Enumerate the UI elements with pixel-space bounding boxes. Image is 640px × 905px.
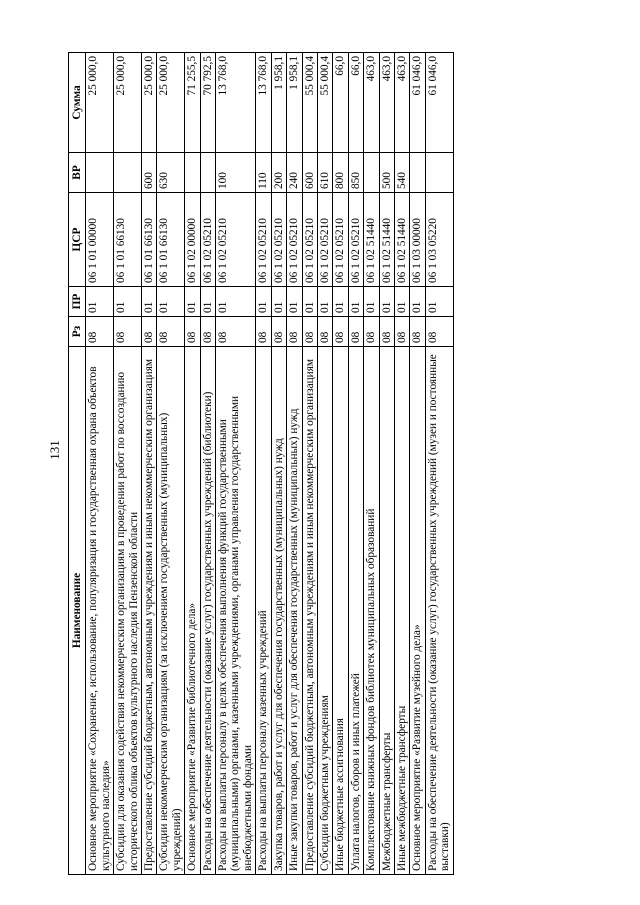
cell-vr: 100 [216,153,256,193]
cell-sum: 25 000,0 [142,53,157,153]
cell-name: Иные бюджетные ассигнования [333,347,348,875]
cell-sum: 463,0 [394,53,409,153]
cell-rz: 08 [379,317,394,347]
cell-pr: 01 [271,287,286,317]
header-name: Наименование [69,347,86,875]
cell-rz: 08 [287,317,302,347]
cell-name: Расходы на выплаты персоналу в целях обеспечения выполнения функций государственными (муниципальными) органами, казенными учреждениями, органами управления государственными внебюджетными фондами [216,347,256,875]
table-header-row [69,53,86,875]
cell-name: Иные межбюджетные трансферты [394,347,409,875]
cell-csr: 06 1 03 00000 [410,193,425,287]
table-row [333,53,348,875]
table-row [185,53,200,875]
cell-sum: 25 000,0 [157,53,185,153]
table-row [114,53,142,875]
cell-sum: 55 000,4 [302,53,317,153]
header-vr: ВР [69,153,86,193]
cell-csr: 06 1 02 05210 [348,193,363,287]
cell-vr: 540 [394,153,409,193]
cell-pr: 01 [379,287,394,317]
rotated-table-wrapper [68,53,600,875]
cell-pr: 01 [348,287,363,317]
cell-vr: 600 [142,153,157,193]
table-row [200,53,215,875]
cell-name: Расходы на выплаты персоналу казенных учреждений [256,347,271,875]
cell-csr: 06 1 01 66130 [142,193,157,287]
cell-rz: 08 [317,317,332,347]
cell-vr: 200 [271,153,286,193]
cell-sum: 61 046,0 [425,53,453,153]
cell-vr [114,153,142,193]
cell-rz: 08 [216,317,256,347]
cell-rz: 08 [364,317,379,347]
table-row [410,53,425,875]
cell-rz: 08 [410,317,425,347]
budget-table [68,52,454,875]
cell-rz: 08 [271,317,286,347]
cell-name: Расходы на обеспечение деятельности (оказание услуг) государственных учреждений (библиотеки) [200,347,215,875]
cell-pr: 01 [302,287,317,317]
table-row [86,53,114,875]
cell-pr: 01 [425,287,453,317]
table-row [216,53,256,875]
cell-pr: 01 [287,287,302,317]
cell-sum: 13 768,0 [256,53,271,153]
cell-name: Субсидии некоммерческим организациям (за исключением государственных (муниципальных) учреждений) [157,347,185,875]
cell-vr [364,153,379,193]
cell-pr: 01 [185,287,200,317]
header-pr: ПР [69,287,86,317]
cell-vr [200,153,215,193]
cell-sum: 25 000,0 [114,53,142,153]
table-row [348,53,363,875]
cell-csr: 06 1 02 05210 [216,193,256,287]
cell-vr [185,153,200,193]
table-row [364,53,379,875]
header-csr: ЦСР [69,193,86,287]
cell-csr: 06 1 02 05210 [302,193,317,287]
cell-rz: 08 [200,317,215,347]
cell-sum: 13 768,0 [216,53,256,153]
cell-vr: 600 [302,153,317,193]
table-row [317,53,332,875]
cell-pr: 01 [86,287,114,317]
cell-rz: 08 [256,317,271,347]
cell-name: Иные закупки товаров, работ и услуг для обеспечения государственных (муниципальных) нужд [287,347,302,875]
cell-name: Основное мероприятие «Развитие музейного дела» [410,347,425,875]
table-row [256,53,271,875]
cell-csr: 06 1 02 05210 [256,193,271,287]
cell-vr: 850 [348,153,363,193]
cell-sum: 463,0 [379,53,394,153]
cell-rz: 08 [302,317,317,347]
cell-sum: 1 958,1 [287,53,302,153]
cell-rz: 08 [333,317,348,347]
cell-csr: 06 1 02 05210 [200,193,215,287]
cell-pr: 01 [142,287,157,317]
cell-csr: 06 1 02 05210 [287,193,302,287]
cell-rz: 08 [142,317,157,347]
cell-rz: 08 [86,317,114,347]
cell-pr: 01 [410,287,425,317]
cell-csr: 06 1 02 51440 [379,193,394,287]
cell-pr: 01 [256,287,271,317]
table-row [287,53,302,875]
cell-pr: 01 [157,287,185,317]
table-row [379,53,394,875]
cell-pr: 01 [317,287,332,317]
cell-rz: 08 [425,317,453,347]
cell-vr [410,153,425,193]
cell-name: Расходы на обеспечение деятельности (оказание услуг) государственных учреждений (музеи и постоянные выставки) [425,347,453,875]
cell-csr: 06 1 01 66130 [157,193,185,287]
cell-csr: 06 1 02 05210 [271,193,286,287]
cell-sum: 66,0 [348,53,363,153]
cell-vr: 500 [379,153,394,193]
cell-rz: 08 [114,317,142,347]
cell-csr: 06 1 02 00000 [185,193,200,287]
cell-csr: 06 1 01 66130 [114,193,142,287]
cell-sum: 66,0 [333,53,348,153]
cell-csr: 06 1 02 05210 [317,193,332,287]
cell-name: Основное мероприятие «Развитие библиотечного дела» [185,347,200,875]
cell-pr: 01 [114,287,142,317]
cell-vr: 800 [333,153,348,193]
cell-csr: 06 1 02 51440 [394,193,409,287]
cell-rz: 08 [348,317,363,347]
cell-csr: 06 1 02 51440 [364,193,379,287]
cell-sum: 70 792,5 [200,53,215,153]
cell-name: Комплектование книжных фондов библиотек муниципальных образований [364,347,379,875]
table-row [302,53,317,875]
table-row [271,53,286,875]
table-row [425,53,453,875]
table-row [142,53,157,875]
cell-sum: 55 000,4 [317,53,332,153]
cell-rz: 08 [157,317,185,347]
table-body [86,53,453,875]
cell-pr: 01 [200,287,215,317]
cell-name: Межбюджетные трансферты [379,347,394,875]
cell-pr: 01 [364,287,379,317]
table-row [394,53,409,875]
page-number: 131 [47,440,62,460]
header-sum: Сумма [69,53,86,153]
cell-vr [425,153,453,193]
cell-rz: 08 [394,317,409,347]
header-rz: Рз [69,317,86,347]
cell-name: Субсидии бюджетным учреждениям [317,347,332,875]
cell-name: Предоставление субсидий бюджетным, автономным учреждениям и иным некоммерческим организациям [302,347,317,875]
cell-name: Предоставление субсидий бюджетным, автономным учреждениям и иным некоммерческим организациям [142,347,157,875]
cell-pr: 01 [216,287,256,317]
cell-csr: 06 1 03 05220 [425,193,453,287]
cell-vr: 240 [287,153,302,193]
table-row [157,53,185,875]
cell-pr: 01 [333,287,348,317]
cell-name: Закупка товаров, работ и услуг для обеспечения государственных (муниципальных) нужд [271,347,286,875]
cell-csr: 06 1 01 00000 [86,193,114,287]
cell-pr: 01 [394,287,409,317]
cell-sum: 25 000,0 [86,53,114,153]
cell-name: Уплата налогов, сборов и иных платежей [348,347,363,875]
cell-sum: 71 255,5 [185,53,200,153]
cell-sum: 61 046,0 [410,53,425,153]
cell-vr: 630 [157,153,185,193]
cell-rz: 08 [185,317,200,347]
cell-name: Основное мероприятие «Сохранение, использование, популяризация и государственная охрана объектов культурного наследия» [86,347,114,875]
cell-sum: 1 958,1 [271,53,286,153]
cell-csr: 06 1 02 05210 [333,193,348,287]
cell-vr [86,153,114,193]
cell-vr: 610 [317,153,332,193]
cell-sum: 463,0 [364,53,379,153]
cell-vr: 110 [256,153,271,193]
cell-name: Субсидии для оказания содействия некоммерческим организациям в проведении работ по воссозданию исторического облика объектов культурного наследия Пензенской области [114,347,142,875]
